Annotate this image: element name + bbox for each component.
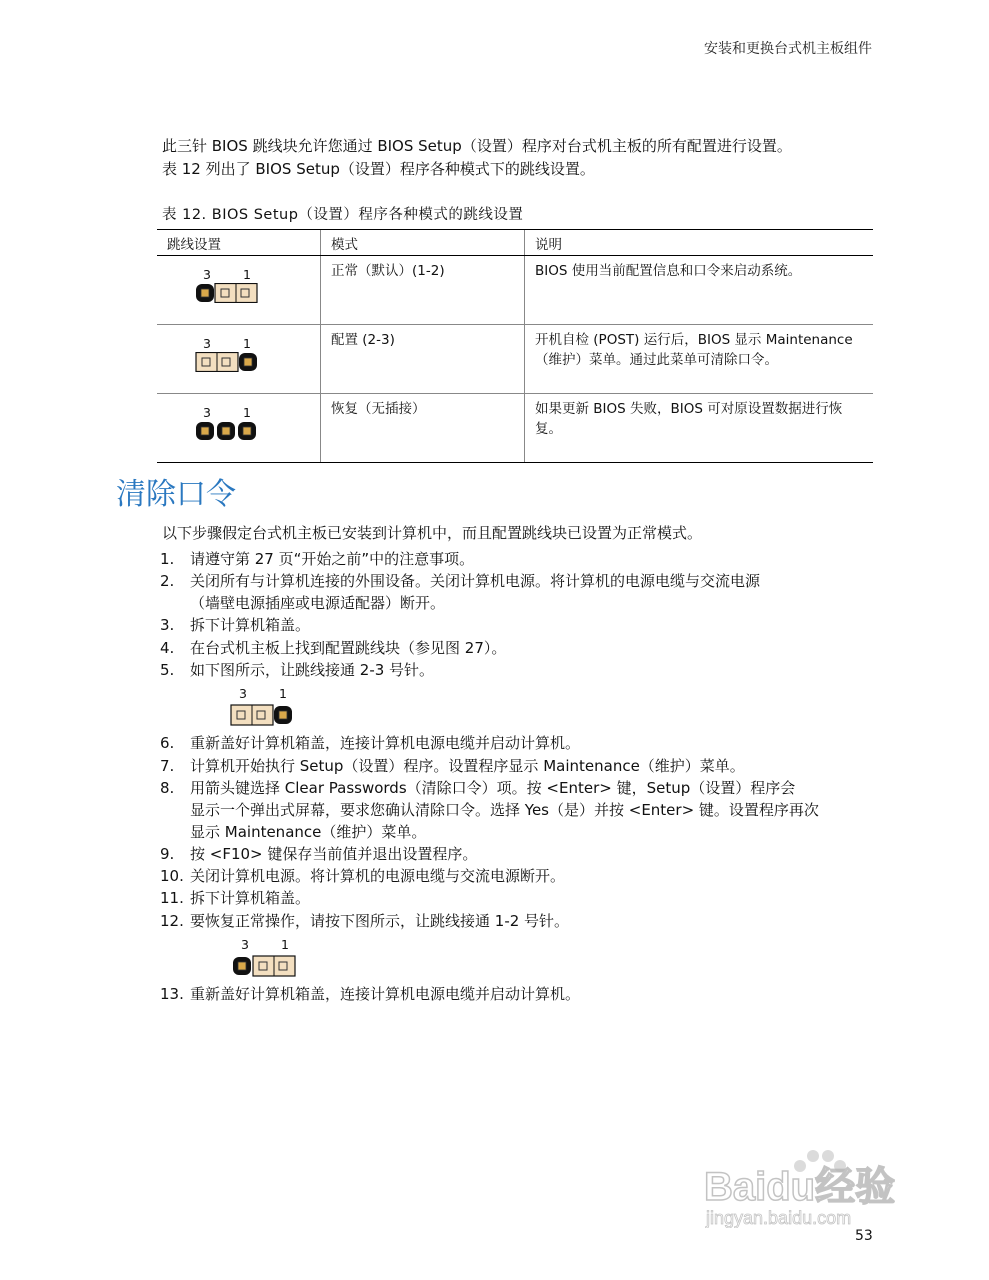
pin-label-3: 3 (203, 336, 211, 351)
step-text: 请遵守第 27 页“开始之前”中的注意事项。 (190, 550, 475, 568)
step-text: 按 <F10> 键保存当前值并退出设置程序。 (190, 845, 478, 863)
pin-label-3: 3 (241, 937, 249, 952)
step-text: 要恢复正常操作，请按下图所示，让跳线接通 1-2 号针。 (190, 912, 570, 930)
pin-label-1: 1 (281, 937, 289, 952)
table-row (157, 325, 873, 394)
pin-label-3: 3 (239, 686, 247, 701)
baidu-jingyan-watermark (700, 1138, 940, 1228)
jumper-pins (195, 283, 259, 303)
step-number: 1. (160, 550, 175, 568)
step-number: 2. (160, 572, 175, 590)
description-cell: 如果更新 BIOS 失败，BIOS 可对原设置数据进行恢复。 (525, 394, 874, 463)
step-text: 重新盖好计算机箱盖，连接计算机电源电缆并启动计算机。 (190, 985, 581, 1003)
pin-label-3: 3 (203, 405, 211, 420)
watermark-url: jingyan.baidu.com (706, 1208, 852, 1228)
jumper-diagram-normal (195, 265, 261, 303)
step-number: 12. (160, 912, 184, 930)
jumper-cell (157, 394, 321, 463)
table-title: 表 12. BIOS Setup（设置）程序各种模式的跳线设置 (162, 207, 524, 223)
step-number: 10. (160, 867, 184, 885)
jumper-pins (195, 352, 259, 372)
jumper-diagram-configure (195, 334, 261, 372)
step-number: 9. (160, 845, 175, 863)
step-text-continued: （墙壁电源插座或电源适配器）断开。 (190, 594, 446, 612)
step-text: 关闭计算机电源。将计算机的电源电缆与交流电源断开。 (190, 867, 566, 885)
step-number: 4. (160, 639, 175, 657)
mode-cell: 恢复（无插接） (321, 394, 525, 463)
watermark-brand: Baidu经验 (704, 1165, 896, 1209)
description-cell: 开机自检 (POST) 运行后，BIOS 显示 Maintenance（维护）菜单。通过此菜单可清除口令。 (525, 325, 874, 394)
pin-label-1: 1 (279, 686, 287, 701)
step-text: 用箭头键选择 Clear Passwords（清除口令）项。按 <Enter> 键，Setup（设置）程序会 (190, 779, 796, 797)
step-number: 5. (160, 661, 175, 679)
table-row (157, 394, 873, 463)
header-jumper: 跳线设置 (157, 230, 321, 256)
jumper-pins (230, 704, 294, 726)
pin-label-1: 1 (243, 267, 251, 282)
mode-cell: 配置 (2-3) (321, 325, 525, 394)
step-text: 在台式机主板上找到配置跳线块（参见图 27）。 (190, 639, 507, 657)
header-mode: 模式 (321, 230, 525, 256)
step-text: 计算机开始执行 Setup（设置）程序。设置程序显示 Maintenance（维护）菜单。 (190, 757, 745, 775)
running-header: 安装和更换台式机主板组件 (704, 41, 872, 57)
jumper-diagram-2-3 (230, 686, 296, 728)
section-title: 清除口令 (116, 477, 236, 512)
step-number: 11. (160, 889, 184, 907)
step-number: 8. (160, 779, 175, 797)
pin-label-1: 1 (243, 405, 251, 420)
mode-cell: 正常（默认）(1-2) (321, 256, 525, 325)
step-number: 3. (160, 616, 175, 634)
intro-line-2: 表 12 列出了 BIOS Setup（设置）程序各种模式下的跳线设置。 (162, 160, 595, 178)
step-text: 拆下计算机箱盖。 (190, 616, 311, 634)
pin-label-3: 3 (203, 267, 211, 282)
jumper-settings-table (157, 229, 873, 463)
jumper-pins (195, 421, 259, 441)
jumper-pins (232, 955, 296, 977)
jumper-cell (157, 325, 321, 394)
header-description: 说明 (525, 230, 874, 256)
step-text: 重新盖好计算机箱盖，连接计算机电源电缆并启动计算机。 (190, 734, 581, 752)
step-text-continued: 显示 Maintenance（维护）菜单。 (190, 823, 427, 841)
jumper-cell (157, 256, 321, 325)
step-text: 如下图所示，让跳线接通 2-3 号针。 (190, 661, 435, 679)
step-text-continued: 显示一个弹出式屏幕，要求您确认清除口令。选择 Yes（是）并按 <Enter> 键。设置程序再次 (190, 801, 819, 819)
description-cell: BIOS 使用当前配置信息和口令来启动系统。 (525, 256, 874, 325)
table-row (157, 256, 873, 325)
step-text: 拆下计算机箱盖。 (190, 889, 311, 907)
intro-line-1: 此三针 BIOS 跳线块允许您通过 BIOS Setup（设置）程序对台式机主板的所有配置进行设置。 (162, 137, 792, 155)
page-number: 53 (855, 1228, 873, 1244)
pin-label-1: 1 (243, 336, 251, 351)
table-header-row (157, 230, 873, 256)
jumper-diagram-recovery (195, 403, 261, 441)
step-text: 关闭所有与计算机连接的外围设备。关闭计算机电源。将计算机的电源电缆与交流电源 (190, 572, 761, 590)
section-lead: 以下步骤假定台式机主板已安装到计算机中，而且配置跳线块已设置为正常模式。 (162, 524, 703, 542)
step-number: 13. (160, 985, 184, 1003)
jumper-diagram-1-2 (232, 937, 298, 979)
intro-paragraph (162, 135, 874, 181)
step-number: 7. (160, 757, 175, 775)
step-number: 6. (160, 734, 175, 752)
